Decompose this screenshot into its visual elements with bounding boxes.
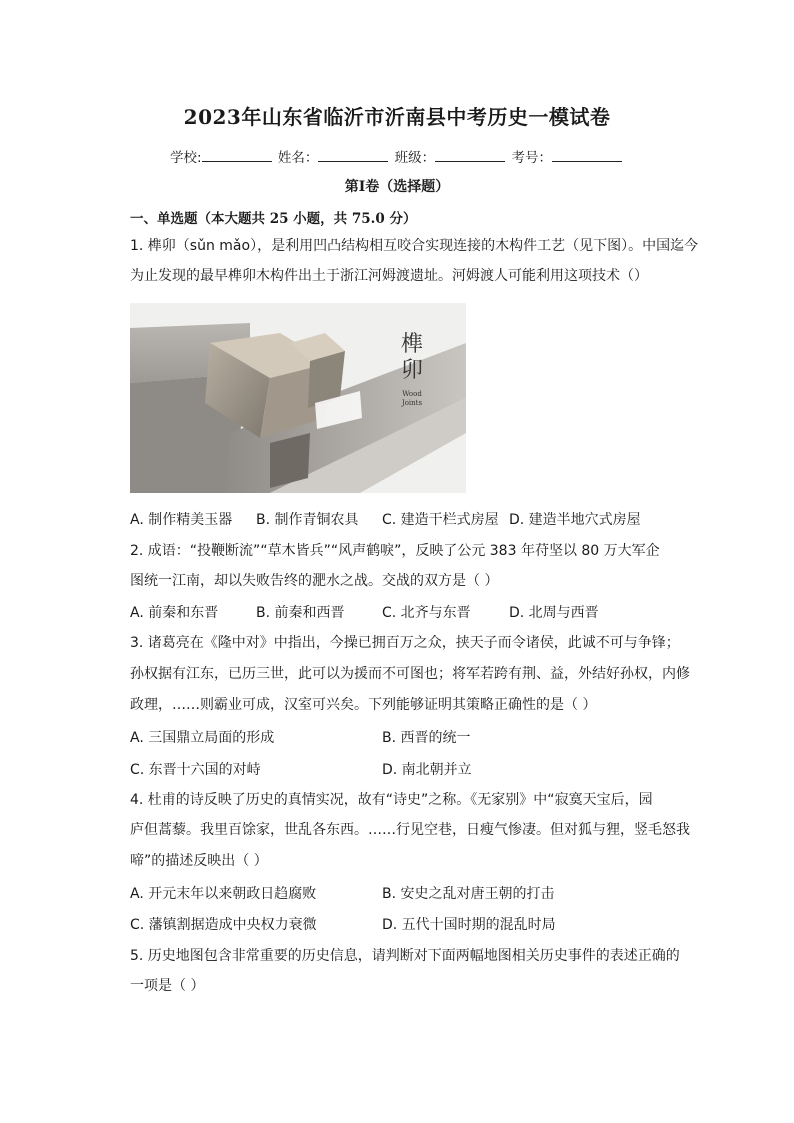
q1-option-c[interactable]: C. 建造干栏式房屋 (382, 512, 499, 528)
class-label: 班级： (394, 150, 436, 166)
q3-option-d[interactable]: D. 南北朝并立 (382, 762, 472, 778)
caption-en-1: Wood (402, 390, 422, 398)
q4-line-2: 庐但蒿藜。我里百馀家，世乱各东西。……行见空巷，日瘦气惨凄。但对狐与狸，竖毛怒我 (130, 822, 690, 838)
page-title: 2023年山东省临沂市沂南县中考历史一模试卷 (183, 105, 611, 129)
student-info-row (0, 146, 794, 166)
question-type-heading: 一、单选题（本大题共 25 小题，共 75.0 分） (130, 211, 417, 227)
q5-line-1: 5. 历史地图包含非常重要的历史信息，请判断对下面两幅地图相关历史事件的表述正确的 (130, 948, 680, 964)
caption-char-1: 榫 (401, 332, 424, 357)
q2-line-1: 2. 成语：“投鞭断流”“草木皆兵”“风声鹤唳”，反映了公元 383 年苻坚以 80 万大军企 (130, 543, 660, 559)
caption-char-2: 卯 (401, 358, 424, 383)
name-blank[interactable] (318, 149, 388, 162)
q1-line-2: 为止发现的最早榫卯木构件出土于浙江河姆渡遗址。河姆渡人可能利用这项技术（） (130, 268, 648, 284)
name-label: 姓名： (277, 150, 319, 166)
class-blank[interactable] (435, 149, 505, 162)
q2-option-a[interactable]: A. 前秦和东晋 (130, 605, 219, 621)
q1-option-a[interactable]: A. 制作精美玉器 (130, 512, 233, 528)
q2-line-2: 图统一江南，却以失败告终的淝水之战。交战的双方是（ ） (130, 573, 499, 589)
q3-option-a[interactable]: A. 三国鼎立局面的形成 (130, 730, 275, 746)
q4-option-d[interactable]: D. 五代十国时期的混乱时局 (382, 917, 556, 933)
image-caption (401, 332, 423, 408)
q4-option-a[interactable]: A. 开元末年以来朝政日趋腐败 (130, 886, 317, 902)
q1-line-1: 1. 榫卯（sǔn mǎo），是利用凹凸结构相互咬合实现连接的木构件工艺（见下图）。中国迄今 (130, 238, 699, 254)
exam-number-blank[interactable] (552, 149, 622, 162)
q4-option-b[interactable]: B. 安史之乱对唐王朝的打击 (382, 886, 555, 902)
caption-en-2: Joints (401, 399, 423, 407)
q4-line-1: 4. 杜甫的诗反映了历史的真情实况，故有“诗史”之称。《无家别》中“寂寞天宝后，园 (130, 792, 653, 808)
q3-line-3: 政理，……则霸业可成，汉室可兴矣。下列能够证明其策略正确性的是（ ） (130, 697, 597, 713)
q5-line-2: 一项是（ ） (130, 978, 205, 994)
q4-line-3: 啼”的描述反映出（ ） (130, 853, 268, 869)
school-blank[interactable] (202, 149, 272, 162)
q4-option-c[interactable]: C. 藩镇割据造成中央权力衰微 (130, 917, 317, 933)
q2-option-b[interactable]: B. 前秦和西晋 (256, 605, 345, 621)
q1-option-d[interactable]: D. 建造半地穴式房屋 (509, 512, 641, 528)
q2-option-d[interactable]: D. 北周与西晋 (509, 605, 599, 621)
q1-option-b[interactable]: B. 制作青铜农具 (256, 512, 359, 528)
school-label: 学校: (170, 150, 202, 166)
exam-number-label: 考号： (511, 150, 552, 166)
q3-line-1: 3. 诸葛亮在《隆中对》中指出，今操已拥百万之众，挟天子而令诸侯，此诚不可与争锋； (130, 635, 680, 651)
q3-option-b[interactable]: B. 西晋的统一 (382, 730, 471, 746)
section-title: 第Ⅰ卷（选择题） (344, 179, 450, 195)
q3-option-c[interactable]: C. 东晋十六国的对峙 (130, 762, 261, 778)
q2-option-c[interactable]: C. 北齐与东晋 (382, 605, 471, 621)
q3-line-2: 孙权据有江东，已历三世，此可以为援而不可图也；将军若跨有荆、益，外结好孙权，内修 (130, 666, 690, 682)
